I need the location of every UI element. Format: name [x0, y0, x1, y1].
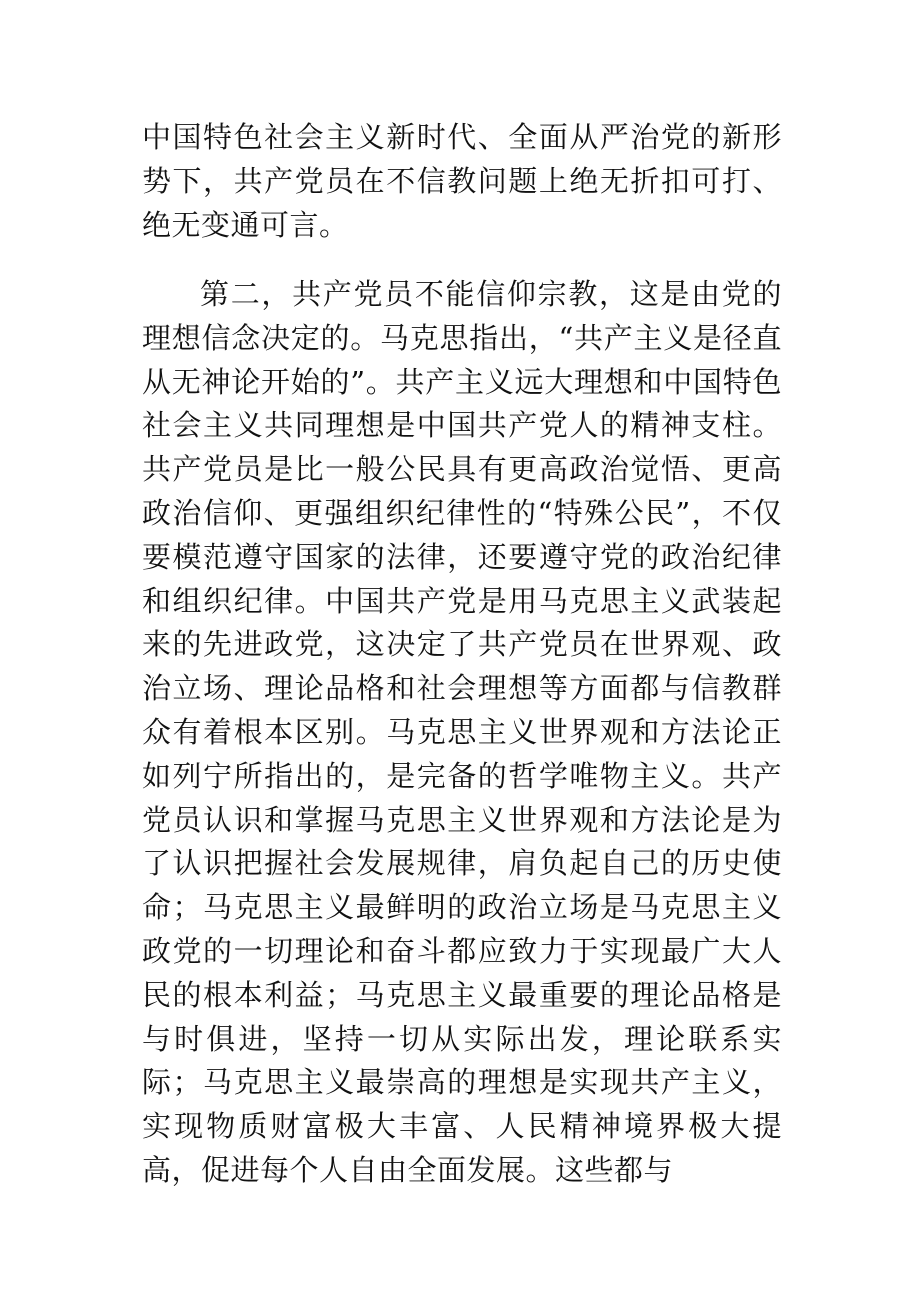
paragraph-continuation: 中国特色社会主义新时代、全面从严治党的新形势下，共产党员在不信教问题上绝无折扣可打、绝无变通可言。 — [142, 120, 782, 242]
paragraph-second-point: 第二，共产党员不能信仰宗教，这是由党的理想信念决定的。马克思指出，“共产主义是径直从无神论开始的”。共产主义远大理想和中国特色社会主义共同理想是中国共产党人的精神支柱。共产党员是比一般公民具有更高政治觉悟、更高政治信仰、更强组织纪律性的“特殊公民”，不仅要模范遵守国家的法律，还要遵守党的政治纪律和组织纪律。中国共产党是用马克思主义武装起来的先进政党，这决定了共产党员在世界观、政治立场、理论品格和社会理想等方面都与信教群众有着根本区别。马克思主义世界观和方法论正如列宁所指出的，是完备的哲学唯物主义。共产党员认识和掌握马克思主义世界观和方法论是为了认识把握社会发展规律，肩负起自己的历史使命；马克思主义最鲜明的政治立场是马克思主义政党的一切理论和奋斗都应致力于实现最广大人民的根本利益；马克思主义最重要的理论品格是与时俱进，坚持一切从实际出发，理论联系实际；马克思主义最崇高的理想是实现共产主义，实现物质财富极大丰富、人民精神境界极大提高，促进每个人自由全面发展。这些都与 — [142, 277, 782, 1187]
